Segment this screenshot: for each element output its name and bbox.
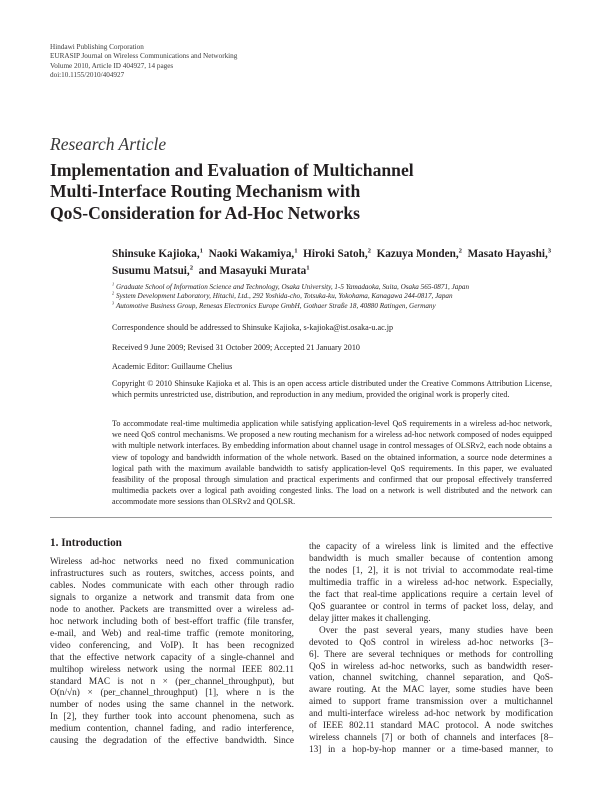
text-line: aware routing. At the MAC layer, some studies have been xyxy=(309,685,553,696)
correspondence: Correspondence should be addressed to Shinsuke Kajioka, s-kajioka@ist.osaka-u.ac.jp xyxy=(112,323,394,332)
author: Naoki Wakamiya,$^1$ xyxy=(208,247,298,260)
text-line: Wireless ad-hoc networks need no fixed communication xyxy=(50,557,294,567)
doi: doi:10.1155/2010/404927 xyxy=(50,70,125,79)
text-line: e-mail, and Web) and real-time traffic (remote monitoring, xyxy=(50,628,294,639)
journal-name: EURASIP Journal on Wireless Communications and Networking xyxy=(50,52,238,61)
text-line: bandwidth is much smaller because of contention among xyxy=(309,553,553,564)
section-heading: 1. Introduction xyxy=(50,537,122,549)
text-line: delay jitter makes it challenging. xyxy=(309,613,431,624)
text-line: signals to organize a network and transmit data from one xyxy=(50,592,294,603)
text-line: QoS guarantee or control in terms of packet loss, delay, and xyxy=(309,601,553,612)
author: Kazuya Monden,$^2$ xyxy=(376,247,462,260)
volume-info: Volume 2010, Article ID 404927, 14 pages xyxy=(50,61,174,70)
text-line: node to another. Packets are transmitted over a wireless ad- xyxy=(50,604,294,615)
affiliations xyxy=(112,283,572,311)
title-line: Implementation and Evaluation of Multichannel xyxy=(50,160,414,180)
text-line: O(n/√n) × (per_channel_throughput) [1], where n is the xyxy=(50,688,294,699)
academic-editor: Academic Editor: Guillaume Chelius xyxy=(112,362,233,371)
text-line: wireless channels [7] or both of channels and interfaces [8– xyxy=(309,733,553,744)
text-line: the nodes [1, 2], it is not trivial to accommodate real-time xyxy=(309,565,553,576)
affiliation: $^2$ System Development Laboratory, Hitachi, Ltd., 292 Yoshida-cho, Totsuka-ku, Yokohama, Kanagawa 244-0817, Japan xyxy=(112,290,453,301)
text-line: of IEEE 802.11 standard MAC protocol. A node switches xyxy=(309,721,553,732)
publisher-name: Hindawi Publishing Corporation xyxy=(50,43,144,51)
author: Masato Hayashi,$^3$ xyxy=(467,247,552,260)
text-line: 13] in a hop-by-hop manner or a time-based manner, to xyxy=(309,745,553,756)
text-line: aimed to support frame transmission over a multichannel xyxy=(309,697,553,708)
text-line: number of nodes using the same channel in the network. xyxy=(50,700,294,711)
article-dates: Received 9 June 2009; Revised 31 October 2009; Accepted 21 January 2010 xyxy=(112,343,360,352)
text-line: the fact that real-time applications require a certain level of xyxy=(309,589,553,600)
text-line: cables. Nodes communicate with each other through radio xyxy=(50,580,294,591)
author: Shinsuke Kajioka,$^1$ xyxy=(112,247,204,260)
text-line: QoS in wireless ad-hoc networks, such as bandwidth reser- xyxy=(309,661,553,672)
title-line: QoS-Consideration for Ad-Hoc Networks xyxy=(50,202,361,223)
article-title xyxy=(50,160,520,224)
body-column-right xyxy=(309,542,553,757)
text-line: devoted to QoS control in wireless ad-hoc networks [3– xyxy=(309,637,553,648)
affiliation: $^1$ Graduate School of Information Science and Technology, Osaka University, 1-5 Yamadaoka, Suita, Osaka 565-0871, Japan xyxy=(112,281,470,291)
text-line: In [2], they further took into account phenomena, such as xyxy=(50,712,294,723)
text-line: infrastructures such as routers, switches, access points, and xyxy=(50,568,294,579)
author: and Masayuki Murata$^1$ xyxy=(198,263,310,277)
affiliation: $^3$ Automotive Business Group, Renesas Electronics Europe GmbH, Gothaer Straße 18, 40880 Ratingen, Germany xyxy=(112,300,436,310)
text-line: video conferencing, and VoIP). It has been recognized xyxy=(50,640,294,651)
journal-header xyxy=(50,43,237,80)
text-line: Over the past several years, many studies have been xyxy=(319,625,553,636)
text-line: hoc network including both of best-effort traffic (file transfer, xyxy=(50,616,294,627)
author: Hiroki Satoh,$^2$ xyxy=(303,247,371,260)
text-line: multihop wireless network using the normal IEEE 802.11 xyxy=(50,664,294,675)
body-column-left xyxy=(50,557,294,748)
text-line: vation, channel switching, channel separation, and QoS- xyxy=(309,673,553,684)
author: Susumu Matsui,$^2$ xyxy=(112,263,194,277)
text-line: 6]. There are several techniques or methods for controlling xyxy=(309,649,553,660)
text-line: medium contention, channel fading, and radio interference, xyxy=(50,724,294,735)
text-line: that the effective network capacity of a single-channel and xyxy=(50,652,294,663)
text-line: the capacity of a wireless link is limited and the effective xyxy=(309,542,553,552)
title-line: Multi-Interface Routing Mechanism with xyxy=(50,181,361,202)
text-line: multimedia traffic in a wireless ad-hoc network. Especially, xyxy=(309,577,553,588)
abstract: To accommodate real-time multimedia application while satisfying application-level QoS requirements in a wireless ad-hoc network, we need QoS control mechanisms. We proposed a new routing mechanism for a wireless ad-hoc network composed of nodes equipped with multiple network interfaces. By embedding information about channel usage in control messages of OLSRv2, each node obtains a view of topology and bandwidth information of the whole network. Based on the obtained information, a source node determines a logical path with the maximum available bandwidth to satisfy application-level QoS requirements. In this paper, we evaluated feasibility of the proposal through simulation and practical experiments and confirmed that our proposal effectively transferred multimedia packets over a logical path avoiding congested links. The load on a network is well distributed and the network can accommodate more sessions than OLSRv2 and QOLSR. xyxy=(112,419,552,507)
article-type-label: Research Article xyxy=(50,134,167,154)
text-line: standard MAC is not n × (per_channel_throughput), but xyxy=(50,676,294,687)
text-line: causing the degradation of the effective bandwidth. Since xyxy=(50,736,294,747)
text-line: and multi-interface wireless ad-hoc network by modification xyxy=(309,709,553,720)
author-list xyxy=(112,246,562,279)
copyright-notice: Copyright © 2010 Shinsuke Kajioka et al. This is an open access article distributed under the Creative Commons Attribution License, which permits unrestricted use, distribution, and reproduction in any medium, provided the original work is properly cited. xyxy=(112,379,552,399)
section-divider xyxy=(50,517,552,518)
